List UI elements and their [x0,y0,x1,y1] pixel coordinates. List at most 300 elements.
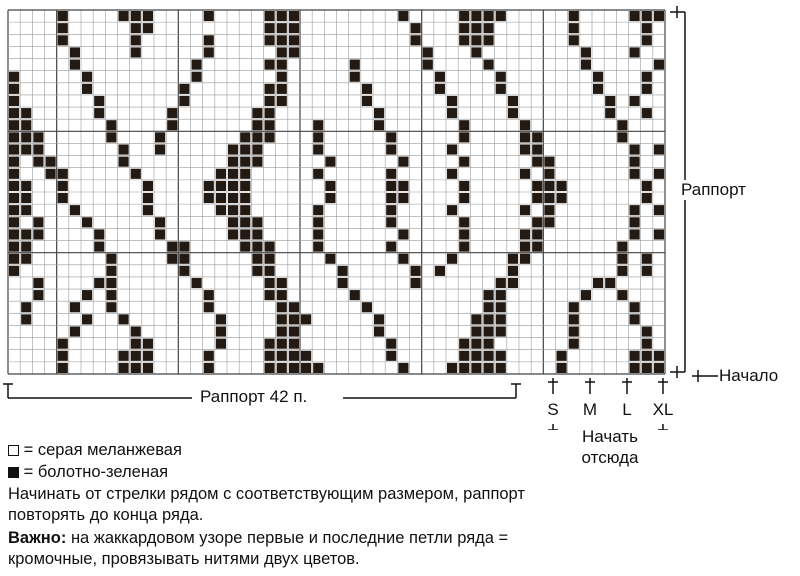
stitch-filled [642,351,652,361]
stitch-filled [313,169,323,179]
stitch-filled [143,181,153,191]
stitch-filled [265,60,275,70]
stitch-filled [484,314,494,324]
stitch-filled [70,302,80,312]
stitch-filled [21,229,31,239]
stitch-filled [386,132,396,142]
repeat-vertical-label: Раппорт [681,180,746,199]
stitch-filled [630,11,640,21]
stitch-filled [179,266,189,276]
stitch-filled [630,169,640,179]
stitch-filled [593,278,603,288]
start-label: Начало [719,366,779,385]
stitch-filled [216,181,226,191]
stitch-filled [58,193,68,203]
stitch-filled [228,169,238,179]
stitch-filled [459,339,469,349]
stitch-filled [313,363,323,373]
stitch-filled [265,266,275,276]
stitch-filled [605,278,615,288]
stitch-filled [46,169,56,179]
stitch-filled [240,242,250,252]
stitch-filled [33,290,43,300]
stitch-filled [484,339,494,349]
stitch-filled [447,144,457,154]
stitch-filled [557,363,567,373]
instruction-text: Начинать от стрелки рядом с соответствующим размером, раппорт повторять до конца ряда. [8,485,525,524]
stitch-filled [459,363,469,373]
stitch-filled [94,108,104,118]
stitch-filled [94,242,104,252]
stitch-filled [58,351,68,361]
stitch-filled [252,157,262,167]
stitch-filled [21,181,31,191]
stitch-filled [240,157,250,167]
stitch-filled [532,242,542,252]
stitch-filled [9,217,19,227]
stitch-filled [277,278,287,288]
stitch-filled [386,193,396,203]
stitch-filled [167,108,177,118]
stitch-filled [9,266,19,276]
stitch-filled [325,193,335,203]
stitch-filled [252,120,262,130]
stitch-filled [301,351,311,361]
stitch-filled [630,47,640,57]
stitch-filled [265,120,275,130]
stitch-filled [471,11,481,21]
stitch-filled [386,205,396,215]
stitch-filled [9,108,19,118]
stitch-filled [289,11,299,21]
stitch-filled [386,144,396,154]
stitch-filled [240,181,250,191]
stitch-filled [471,35,481,45]
stitch-filled [131,35,141,45]
stitch-filled [240,193,250,203]
stitch-filled [106,302,116,312]
stitch-filled [21,314,31,324]
stitch-filled [9,132,19,142]
stitch-filled [569,23,579,33]
stitch-filled [21,144,31,154]
stitch-filled [544,181,554,191]
stitch-filled [459,351,469,361]
stitch-filled [131,326,141,336]
stitch-filled [520,242,530,252]
stitch-filled [240,217,250,227]
stitch-filled [459,120,469,130]
stitch-filled [228,181,238,191]
stitch-filled [398,193,408,203]
important-label: Важно: [8,529,67,547]
stitch-filled [289,339,299,349]
stitch-filled [471,363,481,373]
stitch-filled [435,84,445,94]
green-swatch-icon [8,467,19,478]
stitch-filled [471,47,481,57]
stitch-filled [496,290,506,300]
stitch-filled [496,84,506,94]
stitch-filled [252,229,262,239]
stitch-filled [593,72,603,82]
stitch-filled [471,326,481,336]
stitch-filled [46,157,56,167]
legend-gray-text: = серая меланжевая [23,441,182,459]
stitch-filled [252,217,262,227]
stitch-filled [204,363,214,373]
stitch-filled [277,60,287,70]
stitch-filled [204,11,214,21]
stitch-filled [642,326,652,336]
stitch-filled [617,290,627,300]
stitch-filled [179,96,189,106]
stitch-filled [70,326,80,336]
stitch-filled [9,120,19,130]
stitch-filled [131,47,141,57]
stitch-filled [459,193,469,203]
stitch-filled [265,84,275,94]
stitch-filled [33,229,43,239]
stitch-filled [228,193,238,203]
stitch-filled [21,302,31,312]
stitch-filled [617,266,627,276]
stitch-filled [131,11,141,21]
stitch-filled [496,302,506,312]
repeat-horizontal-label: Раппорт 42 п. [200,387,308,406]
stitch-filled [520,205,530,215]
stitch-filled [21,205,31,215]
stitch-filled [532,157,542,167]
stitch-filled [216,314,226,324]
stitch-filled [155,132,165,142]
stitch-filled [216,193,226,203]
stitch-filled [496,351,506,361]
stitch-filled [459,11,469,21]
stitch-filled [228,229,238,239]
stitch-filled [581,47,591,57]
stitch-filled [350,290,360,300]
stitch-filled [82,290,92,300]
stitch-filled [630,157,640,167]
stitch-filled [374,120,384,130]
stitch-filled [642,108,652,118]
stitch-filled [131,23,141,33]
stitch-filled [642,35,652,45]
stitch-filled [447,205,457,215]
stitch-filled [277,72,287,82]
stitch-filled [58,169,68,179]
stitch-filled [338,278,348,288]
stitch-filled [33,144,43,154]
stitch-filled [301,363,311,373]
stitch-filled [265,11,275,21]
stitch-filled [459,157,469,167]
stitch-filled [630,302,640,312]
stitch-filled [569,302,579,312]
stitch-filled [216,326,226,336]
important-note [8,528,568,570]
stitch-filled [277,23,287,33]
stitch-filled [106,266,116,276]
stitch-filled [9,84,19,94]
stitch-filled [508,108,518,118]
stitch-filled [313,132,323,142]
stitch-filled [265,363,275,373]
stitch-filled [484,351,494,361]
stitch-filled [642,193,652,203]
stitch-filled [155,229,165,239]
stitch-filled [350,72,360,82]
stitch-filled [654,169,664,179]
stitch-filled [9,96,19,106]
stitch-filled [240,144,250,154]
stitch-filled [240,169,250,179]
stitch-filled [471,23,481,33]
stitch-filled [459,23,469,33]
stitch-filled [411,266,421,276]
stitch-filled [484,35,494,45]
stitch-filled [82,84,92,94]
stitch-filled [544,205,554,215]
stitch-filled [484,23,494,33]
stitch-filled [581,60,591,70]
stitch-filled [289,302,299,312]
legend-green-text: = болотно-зеленая [23,463,169,481]
stitch-filled [252,132,262,142]
stitch-filled [617,254,627,264]
stitch-filled [386,217,396,227]
stitch-filled [471,351,481,361]
stitch-filled [313,205,323,215]
stitch-filled [362,84,372,94]
stitch-filled [143,339,153,349]
stitch-filled [9,229,19,239]
stitch-filled [21,132,31,142]
stitch-filled [94,229,104,239]
stitch-filled [21,108,31,118]
stitch-filled [119,363,129,373]
stitch-filled [179,254,189,264]
size-label-s: S [547,400,559,419]
stitch-filled [642,11,652,21]
stitch-filled [459,132,469,142]
stitch-filled [289,314,299,324]
stitch-filled [58,339,68,349]
stitch-filled [508,266,518,276]
stitch-filled [654,11,664,21]
stitch-filled [459,229,469,239]
stitch-filled [362,302,372,312]
stitch-filled [94,96,104,106]
stitch-filled [569,314,579,324]
stitch-filled [411,278,421,288]
size-markers [548,378,668,394]
stitch-filled [313,242,323,252]
stitch-filled [362,96,372,106]
stitch-filled [265,290,275,300]
stitch-filled [58,11,68,21]
stitch-filled [240,132,250,142]
stitch-filled [167,242,177,252]
stitch-filled [642,181,652,191]
stitch-filled [520,132,530,142]
stitch-filled [520,120,530,130]
stitch-filled [265,351,275,361]
stitch-filled [82,314,92,324]
stitch-filled [654,144,664,154]
stitch-filled [119,351,129,361]
stitch-filled [496,11,506,21]
stitch-filled [240,205,250,215]
stitch-filled [228,217,238,227]
stitch-filled [265,132,275,142]
stitch-filled [630,96,640,106]
stitch-filled [252,108,262,118]
stitch-filled [447,169,457,179]
stitch-filled [654,363,664,373]
stitch-filled [374,326,384,336]
stitch-filled [484,11,494,21]
stitch-filled [423,60,433,70]
stitch-filled [289,47,299,57]
stitch-filled [642,84,652,94]
stitch-filled [143,351,153,361]
stitch-filled [94,278,104,288]
stitch-filled [605,108,615,118]
stitch-filled [33,132,43,142]
stitch-filled [605,96,615,106]
stitch-filled [471,314,481,324]
stitch-filled [228,205,238,215]
stitch-filled [386,181,396,191]
stitch-filled [265,242,275,252]
stitch-filled [630,314,640,324]
stitch-filled [252,254,262,264]
stitch-filled [106,120,116,130]
stitch-filled [496,72,506,82]
stitch-filled [119,314,129,324]
stitch-filled [544,157,554,167]
stitch-filled [642,363,652,373]
legend-gray [8,440,182,461]
stitch-filled [277,47,287,57]
stitch-filled [179,242,189,252]
stitch-filled [544,217,554,227]
stitch-filled [277,363,287,373]
stitch-filled [398,11,408,21]
stitch-filled [58,363,68,373]
stitch-filled [398,229,408,239]
stitch-filled [386,169,396,179]
size-label-l: L [622,400,632,419]
stitch-filled [557,351,567,361]
stitch-filled [325,181,335,191]
stitch-filled [642,72,652,82]
size-label-xl: XL [652,400,674,419]
stitch-filled [374,108,384,118]
stitch-filled [642,339,652,349]
stitch-filled [70,60,80,70]
stitch-filled [82,72,92,82]
stitch-filled [496,278,506,288]
stitch-filled [435,72,445,82]
stitch-filled [532,229,542,239]
stitch-filled [204,290,214,300]
stitch-filled [106,254,116,264]
stitch-filled [338,266,348,276]
stitch-filled [192,60,202,70]
stitch-filled [58,35,68,45]
stitch-filled [617,120,627,130]
stitch-filled [459,217,469,227]
gray-swatch-icon [8,445,19,456]
stitch-filled [532,132,542,142]
stitch-filled [265,23,275,33]
stitch-filled [617,132,627,142]
stitch-filled [484,60,494,70]
stitch-filled [82,217,92,227]
stitch-filled [447,363,457,373]
stitch-filled [532,217,542,227]
stitch-filled [143,23,153,33]
stitch-filled [532,181,542,191]
stitch-filled [143,363,153,373]
legend-green [8,462,168,483]
stitch-filled [532,193,542,203]
stitch-filled [277,35,287,45]
stitch-filled [642,23,652,33]
stitch-filled [520,254,530,264]
stitch-filled [277,339,287,349]
stitch-filled [9,144,19,154]
stitch-filled [313,217,323,227]
stitch-filled [593,84,603,94]
stitch-filled [143,205,153,215]
stitch-filled [289,35,299,45]
stitch-filled [630,217,640,227]
stitch-filled [630,363,640,373]
stitch-filled [277,96,287,106]
stitch-filled [277,326,287,336]
stitch-filled [143,11,153,21]
stitch-filled [33,217,43,227]
stitch-filled [630,205,640,215]
stitch-filled [630,229,640,239]
stitch-filled [642,266,652,276]
stitch-filled [131,351,141,361]
stitch-filled [21,193,31,203]
size-label-m: M [582,400,598,419]
stitch-filled [569,11,579,21]
stitch-filled [435,266,445,276]
stitch-filled [252,242,262,252]
stitch-filled [228,157,238,167]
stitch-filled [386,339,396,349]
stitch-filled [386,242,396,252]
stitch-filled [447,96,457,106]
stitch-filled [204,351,214,361]
stitch-filled [58,181,68,191]
stitch-filled [131,169,141,179]
stitch-filled [484,326,494,336]
stitch-filled [277,302,287,312]
stitch-filled [471,339,481,349]
stitch-filled [459,242,469,252]
stitch-filled [9,72,19,82]
stitch-filled [9,169,19,179]
stitch-filled [252,144,262,154]
